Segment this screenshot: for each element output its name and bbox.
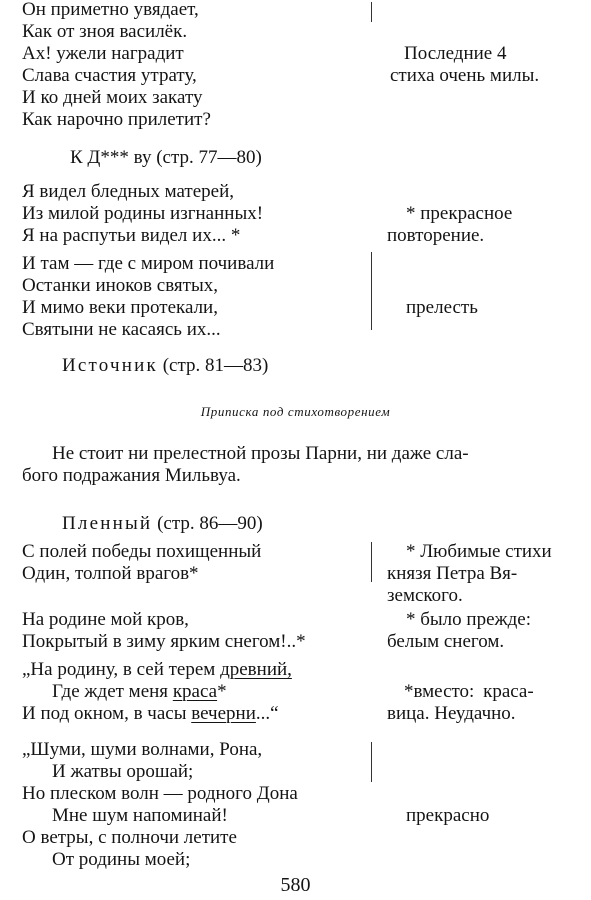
poem-line: Я на распутьи видел их... *: [22, 225, 241, 246]
poem-line: Как от зноя василёк.: [22, 21, 188, 42]
poem-text: „На родину, в сей терем: [22, 659, 221, 680]
heading-pages: (стр. 86—90): [157, 513, 263, 534]
margin-note: князя Петра Вя-: [387, 563, 518, 584]
margin-note: повторение.: [387, 225, 485, 246]
underlined-word: древний,: [220, 659, 292, 680]
section-heading: [62, 356, 268, 377]
poem-line: Один, толпой врагов*: [22, 563, 199, 584]
margin-rule: [371, 742, 372, 782]
margin-note: Последние 4: [404, 43, 507, 64]
margin-rule: [371, 2, 372, 22]
poem-text: И под окном, в часы: [22, 703, 192, 724]
poem-line: Слава счастия утрату,: [22, 65, 197, 86]
margin-note: земского.: [387, 585, 463, 606]
margin-note: * Любимые стихи: [406, 541, 552, 562]
poem-line: „Шуми, шуми волнами, Рона,: [22, 739, 263, 760]
poem-line: Но плеском волн — родного Дона: [22, 783, 298, 804]
poem-line: С полей победы похищенный: [22, 541, 262, 562]
margin-rule: [371, 252, 372, 330]
caption: Приписка под стихотворением: [200, 404, 391, 419]
poem-line: Святыни не касаясь их...: [22, 319, 221, 340]
margin-note: *вместо: краса-: [404, 681, 534, 702]
poem-line: [22, 704, 279, 725]
poem-line: Я видел бледных матерей,: [22, 181, 235, 202]
heading-title: Пленный: [62, 513, 153, 534]
margin-note: * было прежде:: [406, 609, 532, 630]
poem-line: Мне шум напоминай!: [52, 805, 228, 826]
poem-text: *: [217, 681, 227, 702]
underlined-word: краса: [172, 681, 218, 702]
poem-line: О ветры, с полночи летите: [22, 827, 237, 848]
poem-text: ...“: [255, 703, 279, 724]
poem-line: И ко дней моих закату: [22, 87, 203, 108]
heading-title: Источник: [62, 355, 158, 376]
poem-line: На родине мой кров,: [22, 609, 189, 630]
poem-line: [22, 660, 292, 681]
prose-line: бого подражания Мильвуа.: [22, 465, 241, 486]
poem-line: Покрытый в зиму ярким снегом!..*: [22, 631, 306, 652]
poem-line: От родины моей;: [52, 849, 191, 870]
poem-line: Он приметно увядает,: [22, 0, 199, 20]
poem-line: Ах! ужели наградит: [22, 43, 184, 64]
margin-note: прелесть: [406, 297, 478, 318]
page-number: 580: [280, 874, 311, 896]
heading-pages: (стр. 81—83): [162, 355, 269, 376]
poem-text: Где ждет меня: [52, 681, 173, 702]
margin-note: прекрасно: [406, 805, 490, 826]
poem-line: И жатвы орошай;: [52, 761, 194, 782]
poem-line: Как нарочно прилетит?: [22, 109, 211, 130]
poem-line: И там — где с миром почивали: [22, 253, 275, 274]
poem-line: [52, 682, 227, 703]
margin-note: * прекрасное: [406, 203, 513, 224]
section-heading: [62, 514, 263, 535]
underlined-word: вечерни: [191, 703, 256, 724]
margin-note: стиха очень милы.: [390, 65, 540, 86]
margin-note: вица. Неудачно.: [387, 703, 516, 724]
poem-line: И мимо веки протекали,: [22, 297, 218, 318]
margin-note: белым снегом.: [387, 631, 505, 652]
margin-rule: [371, 542, 372, 582]
section-heading: К Д*** ву (стр. 77—80): [70, 147, 262, 168]
prose-line: Не стоит ни прелестной прозы Парни, ни даже сла-: [52, 443, 469, 464]
poem-line: Из милой родины изгнанных!: [22, 203, 264, 224]
poem-line: Останки иноков святых,: [22, 275, 218, 296]
